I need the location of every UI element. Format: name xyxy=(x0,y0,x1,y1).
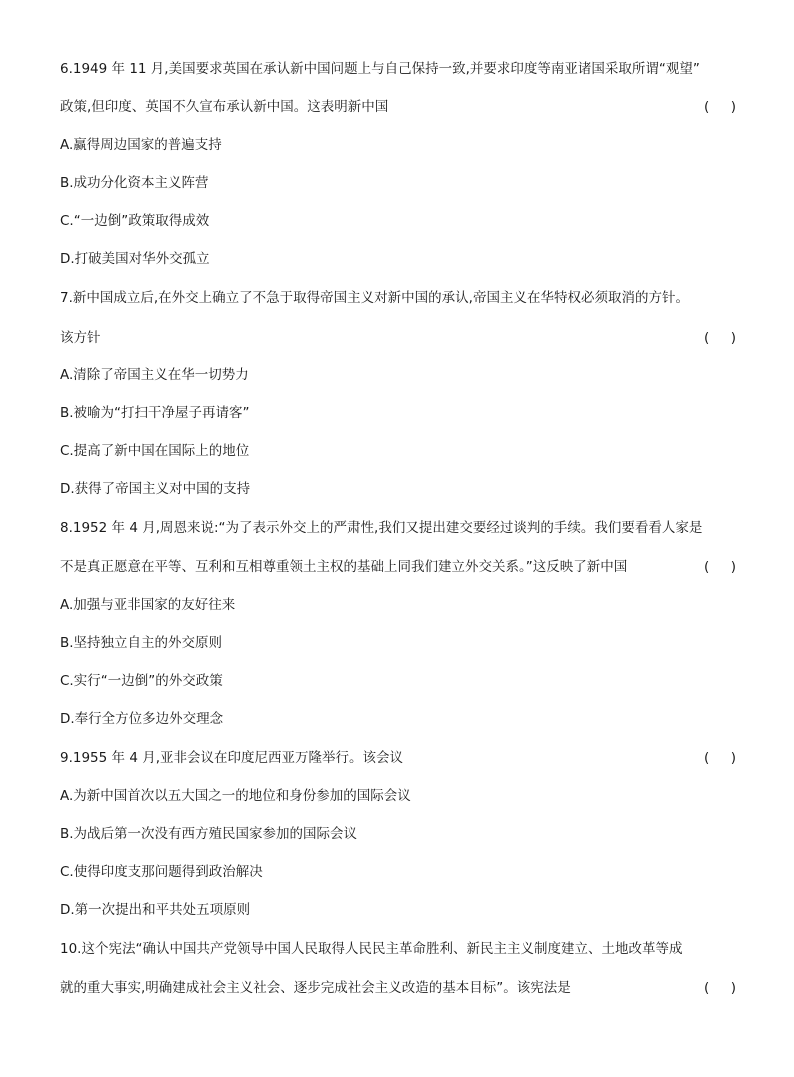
q9-option-c: C.使得印度支那问题得到政治解决 xyxy=(60,864,263,880)
q7-option-a: A.清除了帝国主义在华一切势力 xyxy=(60,367,249,383)
q9-stem-line-1: 9.1955 年 4 月,亚非会议在印度尼西亚万隆举行。该会议 ( ) xyxy=(60,747,754,769)
q10-stem-line-2: 就的重大事实,明确建成社会主义社会、逐步完成社会主义改造的基本目标”。该宪法是 ( ) xyxy=(60,977,754,999)
q8-option-b: B.坚持独立自主的外交原则 xyxy=(60,635,223,651)
q8-answer-parentheses: ( ) xyxy=(704,559,736,575)
q6-option-c: C.“一边倒”政策取得成效 xyxy=(60,213,210,229)
q10-stem-line-1: 10.这个宪法“确认中国共产党领导中国人民取得人民民主革命胜利、新民主主义制度建立、土地改革等成 xyxy=(60,941,683,957)
q6-answer-parentheses: ( ) xyxy=(704,99,736,115)
q7-option-c: C.提高了新中国在国际上的地位 xyxy=(60,443,250,459)
q8-option-a: A.加强与亚非国家的友好往来 xyxy=(60,597,236,613)
q8-stem-line-2: 不是真正愿意在平等、互利和互相尊重领土主权的基础上同我们建立外交关系。”这反映了新中国 ( ) xyxy=(60,556,754,578)
q6-option-a: A.赢得周边国家的普遍支持 xyxy=(60,137,222,153)
q9-answer-parentheses: ( ) xyxy=(704,750,736,766)
q6-stem-line-2: 政策,但印度、英国不久宣布承认新中国。这表明新中国 ( ) xyxy=(60,96,754,118)
q7-answer-parentheses: ( ) xyxy=(704,330,736,346)
q8-stem-line-1: 8.1952 年 4 月,周恩来说:“为了表示外交上的严肃性,我们又提出建交要经过谈判的手续。我们要看看人家是 xyxy=(60,520,703,536)
q6-option-b: B.成功分化资本主义阵营 xyxy=(60,175,209,191)
q8-option-d: D.奉行全方位多边外交理念 xyxy=(60,711,224,727)
q6-stem-line-1: 6.1949 年 11 月,美国要求英国在承认新中国问题上与自己保持一致,并要求印度等南亚诸国采取所谓“观望” xyxy=(60,61,700,77)
q9-option-d: D.第一次提出和平共处五项原则 xyxy=(60,902,251,918)
q7-option-b: B.被喻为“打扫干净屋子再请客” xyxy=(60,405,250,421)
q9-option-a: A.为新中国首次以五大国之一的地位和身份参加的国际会议 xyxy=(60,788,411,804)
q8-option-c: C.实行“一边倒”的外交政策 xyxy=(60,673,223,689)
q6-option-d: D.打破美国对华外交孤立 xyxy=(60,251,210,267)
q10-answer-parentheses: ( ) xyxy=(704,980,736,996)
q7-stem-line-1: 7.新中国成立后,在外交上确立了不急于取得帝国主义对新中国的承认,帝国主义在华特权必须取消的方针。 xyxy=(60,290,689,306)
q9-option-b: B.为战后第一次没有西方殖民国家参加的国际会议 xyxy=(60,826,358,842)
q7-stem-line-2: 该方针 ( ) xyxy=(60,327,754,349)
q7-option-d: D.获得了帝国主义对中国的支持 xyxy=(60,481,251,497)
